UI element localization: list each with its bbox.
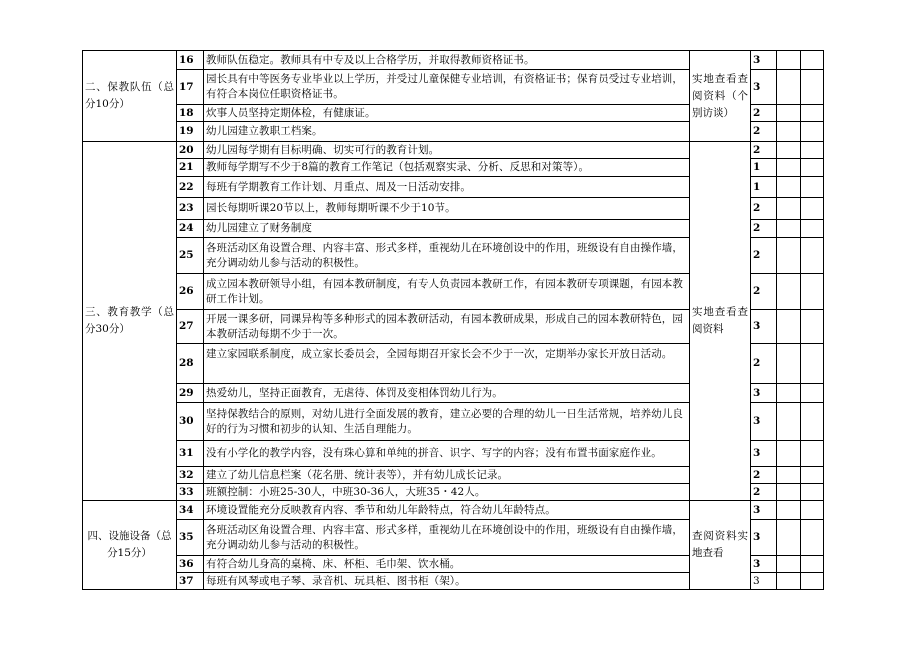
method-cell: 实地查看查阅资料（个别访谈）	[690, 51, 751, 142]
item-score: 3	[751, 441, 777, 467]
item-number: 27	[177, 310, 204, 344]
blank-cell	[801, 122, 824, 142]
evaluation-table-container	[82, 50, 824, 590]
item-score: 2	[751, 122, 777, 142]
blank-cell	[801, 344, 824, 384]
blank-cell	[801, 484, 824, 501]
evaluation-table	[82, 50, 824, 590]
blank-cell	[777, 501, 801, 520]
item-content: 建立家园联系制度，成立家长委员会，全园每期召开家长会不少于一次，定期举办家长开放日活动。	[204, 344, 690, 384]
item-content: 成立园本教研领导小组，有园本教研制度，有专人负责园本教研工作，有园本教研专项课题，有园本教研工作计划。	[204, 274, 690, 310]
item-number: 23	[177, 198, 204, 220]
item-content: 建立了幼儿信息栏案（花名册、统计表等），并有幼儿成长记录。	[204, 467, 690, 484]
item-score: 3	[751, 310, 777, 344]
item-number: 33	[177, 484, 204, 501]
item-score: 2	[751, 238, 777, 274]
item-number: 35	[177, 520, 204, 556]
item-score: 3	[751, 520, 777, 556]
blank-cell	[777, 177, 801, 198]
item-content: 热爱幼儿，坚持正面教育，无虐待、体罚及变相体罚幼儿行为。	[204, 384, 690, 403]
item-content: 幼儿园每学期有目标明确、切实可行的教育计划。	[204, 142, 690, 159]
item-score: 2	[751, 344, 777, 384]
item-number: 21	[177, 159, 204, 177]
blank-cell	[777, 344, 801, 384]
blank-cell	[801, 51, 824, 70]
item-content: 坚持保教结合的原则，对幼儿进行全面发展的教育，建立必要的合理的幼儿一日生活常规，培养幼儿良好的行为习惯和初步的认知、生活自理能力。	[204, 403, 690, 441]
item-number: 29	[177, 384, 204, 403]
item-number: 20	[177, 142, 204, 159]
table-row	[83, 51, 824, 70]
item-score: 3	[751, 556, 777, 573]
blank-cell	[801, 556, 824, 573]
blank-cell	[777, 105, 801, 122]
blank-cell	[777, 142, 801, 159]
item-content: 没有小学化的教学内容，没有珠心算和单纯的拼音、识字、写字的内容；没有布置书面家庭作业。	[204, 441, 690, 467]
blank-cell	[801, 238, 824, 274]
category-cell: 二、保教队伍（总分10分）	[83, 51, 177, 142]
blank-cell	[777, 403, 801, 441]
blank-cell	[777, 573, 801, 590]
method-cell: 查阅资料实地查看	[690, 501, 751, 590]
item-score: 2	[751, 142, 777, 159]
item-content: 幼儿园建立了财务制度	[204, 220, 690, 238]
item-score: 3	[751, 501, 777, 520]
item-number: 36	[177, 556, 204, 573]
table-row	[83, 501, 824, 520]
item-score: 3	[751, 403, 777, 441]
item-score: 2	[751, 484, 777, 501]
item-content: 各班活动区角设置合理、内容丰富、形式多样，重视幼儿在环境创设中的作用，班级设有自由操作墙，充分调动幼儿参与活动的积极性。	[204, 238, 690, 274]
blank-cell	[777, 51, 801, 70]
blank-cell	[801, 142, 824, 159]
blank-cell	[801, 220, 824, 238]
blank-cell	[801, 310, 824, 344]
blank-cell	[801, 573, 824, 590]
item-number: 37	[177, 573, 204, 590]
item-number: 19	[177, 122, 204, 142]
item-score: 3	[751, 573, 777, 590]
blank-cell	[801, 384, 824, 403]
item-content: 每班有学期教育工作计划、月重点、周及一日活动安排。	[204, 177, 690, 198]
item-number: 31	[177, 441, 204, 467]
item-content: 教师每学期写不少于8篇的教育工作笔记（包括观察实录、分析、反思和对策等）。	[204, 159, 690, 177]
item-number: 32	[177, 467, 204, 484]
item-content: 有符合幼儿身高的桌椅、床、杯柜、毛巾架、饮水桶。	[204, 556, 690, 573]
category-cell: 四、设施设备（总分15分）	[83, 501, 177, 590]
item-number: 30	[177, 403, 204, 441]
item-score: 1	[751, 159, 777, 177]
blank-cell	[801, 70, 824, 105]
item-content: 开展一课多研，同课异构等多种形式的园本教研活动，有园本教研成果，形成自己的园本教研特色，园本教研活动每期不少于一次。	[204, 310, 690, 344]
blank-cell	[777, 70, 801, 105]
blank-cell	[777, 198, 801, 220]
item-content: 环境设置能充分反映教育内容、季节和幼儿年龄特点，符合幼儿年龄特点。	[204, 501, 690, 520]
item-score: 2	[751, 220, 777, 238]
item-content: 每班有风琴或电子琴、录音机、玩具柜、图书柜（架）。	[204, 573, 690, 590]
item-content: 教师队伍稳定。教师具有中专及以上合格学历，并取得教师资格证书。	[204, 51, 690, 70]
blank-cell	[801, 403, 824, 441]
method-cell: 实地查看查阅资料	[690, 142, 751, 501]
item-content: 各班活动区角设置合理、内容丰富、形式多样，重视幼儿在环境创设中的作用，班级设有自由操作墙，充分调动幼儿参与活动的积极性。	[204, 520, 690, 556]
blank-cell	[777, 220, 801, 238]
blank-cell	[801, 520, 824, 556]
item-number: 24	[177, 220, 204, 238]
blank-cell	[777, 467, 801, 484]
item-number: 34	[177, 501, 204, 520]
blank-cell	[801, 274, 824, 310]
item-score: 3	[751, 384, 777, 403]
category-cell: 三、教育教学（总分30分）	[83, 142, 177, 501]
table-row	[83, 142, 824, 159]
item-content: 幼儿园建立教职工档案。	[204, 122, 690, 142]
item-content: 园长每期听课20节以上，教师每期听课不少于10节。	[204, 198, 690, 220]
blank-cell	[777, 159, 801, 177]
blank-cell	[777, 122, 801, 142]
blank-cell	[777, 484, 801, 501]
blank-cell	[801, 177, 824, 198]
item-number: 26	[177, 274, 204, 310]
blank-cell	[777, 556, 801, 573]
item-number: 18	[177, 105, 204, 122]
item-content: 班额控制：小班25-30人，中班30-36人，大班35・42人。	[204, 484, 690, 501]
blank-cell	[777, 384, 801, 403]
blank-cell	[801, 198, 824, 220]
blank-cell	[777, 520, 801, 556]
blank-cell	[801, 441, 824, 467]
blank-cell	[777, 310, 801, 344]
item-content: 园长具有中等医务专业毕业以上学历，并受过儿童保健专业培训，有资格证书；保育员受过专业培训，有符合本岗位任职资格证书。	[204, 70, 690, 105]
blank-cell	[801, 105, 824, 122]
item-number: 28	[177, 344, 204, 384]
item-score: 3	[751, 51, 777, 70]
item-number: 16	[177, 51, 204, 70]
item-content: 炊事人员坚持定期体检，有健康证。	[204, 105, 690, 122]
item-score: 1	[751, 177, 777, 198]
item-number: 17	[177, 70, 204, 105]
item-score: 2	[751, 274, 777, 310]
item-number: 22	[177, 177, 204, 198]
blank-cell	[801, 501, 824, 520]
item-score: 2	[751, 467, 777, 484]
item-score: 3	[751, 70, 777, 105]
blank-cell	[777, 238, 801, 274]
item-score: 2	[751, 105, 777, 122]
item-score: 2	[751, 198, 777, 220]
item-number: 25	[177, 238, 204, 274]
blank-cell	[777, 441, 801, 467]
blank-cell	[801, 467, 824, 484]
blank-cell	[801, 159, 824, 177]
blank-cell	[777, 274, 801, 310]
